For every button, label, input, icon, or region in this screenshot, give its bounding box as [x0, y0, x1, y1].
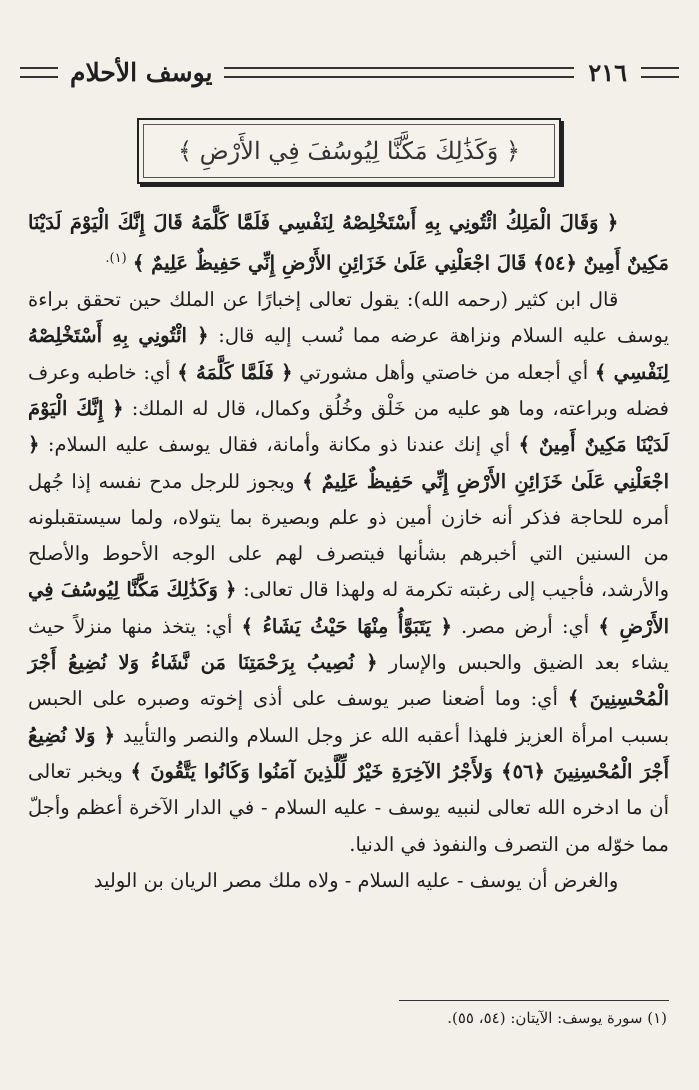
- text: أي إنك عندنا ذو مكانة وأمانة، فقال يوسف عليه السلام:: [47, 433, 511, 457]
- section-title-box: [137, 118, 561, 184]
- header-rule: [20, 67, 58, 78]
- quran-verse: ﴿ وَكَذَٰلِكَ مَكَّنَّا لِيُوسُفَ فِي الأَرْضِ ﴾: [28, 578, 670, 638]
- quran-verse: ﴿ اجْعَلْنِي عَلَىٰ خَزَائِنِ الأَرْضِ إِنِّي حَفِيظٌ عَلِيمٌ ﴾: [28, 433, 670, 493]
- quran-verse: ﴿ نُصِيبُ بِرَحْمَتِنَا مَن نَّشَاءُ وَلا نُضِيعُ أَجْرَ الْمُحْسِنِينَ ﴾: [28, 651, 669, 711]
- text: أي: أرض مصر.: [461, 614, 590, 638]
- text: ويجوز للرجل مدح نفسه إذا جُهل أمره للحاجة فذكر أنه خازن أمين ذو علم وبصيرة بما يتولاه، ولما سيستقبلونه من السنين التي أخبرهم بشأنها فيتصرف لهم على الوجه الأحوط والأصلح والأرشد، فأجيب إلى رغبته تكرمة له ولهذا قال تعالى:: [28, 469, 670, 602]
- header-rule: [641, 67, 679, 78]
- text: أي: خاطبه وعرف فضله وبراعته، وما هو عليه من خَلْق وخُلُق وكمال، قال له الملك:: [28, 360, 669, 420]
- paragraph: [28, 282, 669, 863]
- body-text: [28, 205, 669, 899]
- quran-verse: ﴿ وَقَالَ الْمَلِكُ ائْتُونِي بِهِ أَسْتَخْلِصْهُ لِنَفْسِي فَلَمَّا كَلَّمَهُ قَالَ إِنَّكَ الْيَوْمَ لَدَيْنَا مَكِينٌ أَمِينٌ ﴿٥٤﴾ قَالَ اجْعَلْنِي عَلَىٰ خَزَائِنِ الأَرْضِ إِنِّي حَفِيظٌ عَلِيمٌ ﴾: [28, 211, 669, 275]
- text: ويخبر تعالى أن ما ادخره الله تعالى لنبيه يوسف - عليه السلام - في الدار الآخرة أعظم وأجلّ مما خوّله من التصرف والنفوذ في الدنيا.: [28, 759, 669, 856]
- section-title: ﴿ وَكَذَٰلِكَ مَكَّنَّا لِيُوسُفَ فِي الأَرْضِ ﴾: [177, 137, 521, 165]
- footnote-separator: [399, 1000, 669, 1001]
- quran-verse: ﴿ فَلَمَّا كَلَّمَهُ ﴾: [177, 360, 293, 384]
- text: أي: يتخذ منها منزلاً حيث يشاء بعد الضيق والحبس والإسار: [28, 614, 669, 675]
- footnote: (١) سورة يوسف: الآيتان: (٥٤، ٥٥).: [447, 1009, 667, 1027]
- book-title: يوسف الأحلام: [70, 57, 213, 87]
- page-header: [20, 52, 679, 92]
- footnote-ref: (١).: [105, 251, 127, 267]
- quran-verse: ﴿ ائْتُونِي بِهِ أَسْتَخْلِصْهُ لِنَفْسِي ﴾: [28, 324, 669, 384]
- header-rule: [224, 67, 574, 78]
- text: أي أجعله من خاصتي وأهل مشورتي: [299, 360, 589, 384]
- text: قال ابن كثير (رحمه الله): يقول تعالى إخبارًا عن الملك حين تحقق براءة يوسف عليه السلام ونزاهة عرضه مما نُسب إليه قال:: [28, 288, 669, 348]
- quran-verse: ﴿ إِنَّكَ الْيَوْمَ لَدَيْنَا مَكِينٌ أَمِينٌ ﴾: [28, 396, 670, 457]
- quran-verse: ﴿ يَتَبَوَّأُ مِنْهَا حَيْثُ يَشَاءُ ﴾: [241, 614, 452, 638]
- quran-verse: ﴿ وَلا نُضِيعُ أَجْرَ الْمُحْسِنِينَ ﴿٥٦﴾ وَلأَجْرُ الآخِرَةِ خَيْرٌ لِّلَّذِينَ آمَنُوا وَكَانُوا يَتَّقُونَ ﴾: [28, 723, 670, 783]
- page-number: ٢١٦: [588, 57, 627, 87]
- paragraph: [28, 205, 669, 282]
- paragraph: والغرض أن يوسف - عليه السلام - ولاه ملك مصر الريان بن الوليد: [93, 868, 619, 892]
- text: أي: وما أضعنا صبر يوسف على أذى إخوته وصبره على الحبس بسبب امرأة العزيز فلهذا أعقبه الله عز وجل السلام والنصر والتأييد: [28, 687, 669, 747]
